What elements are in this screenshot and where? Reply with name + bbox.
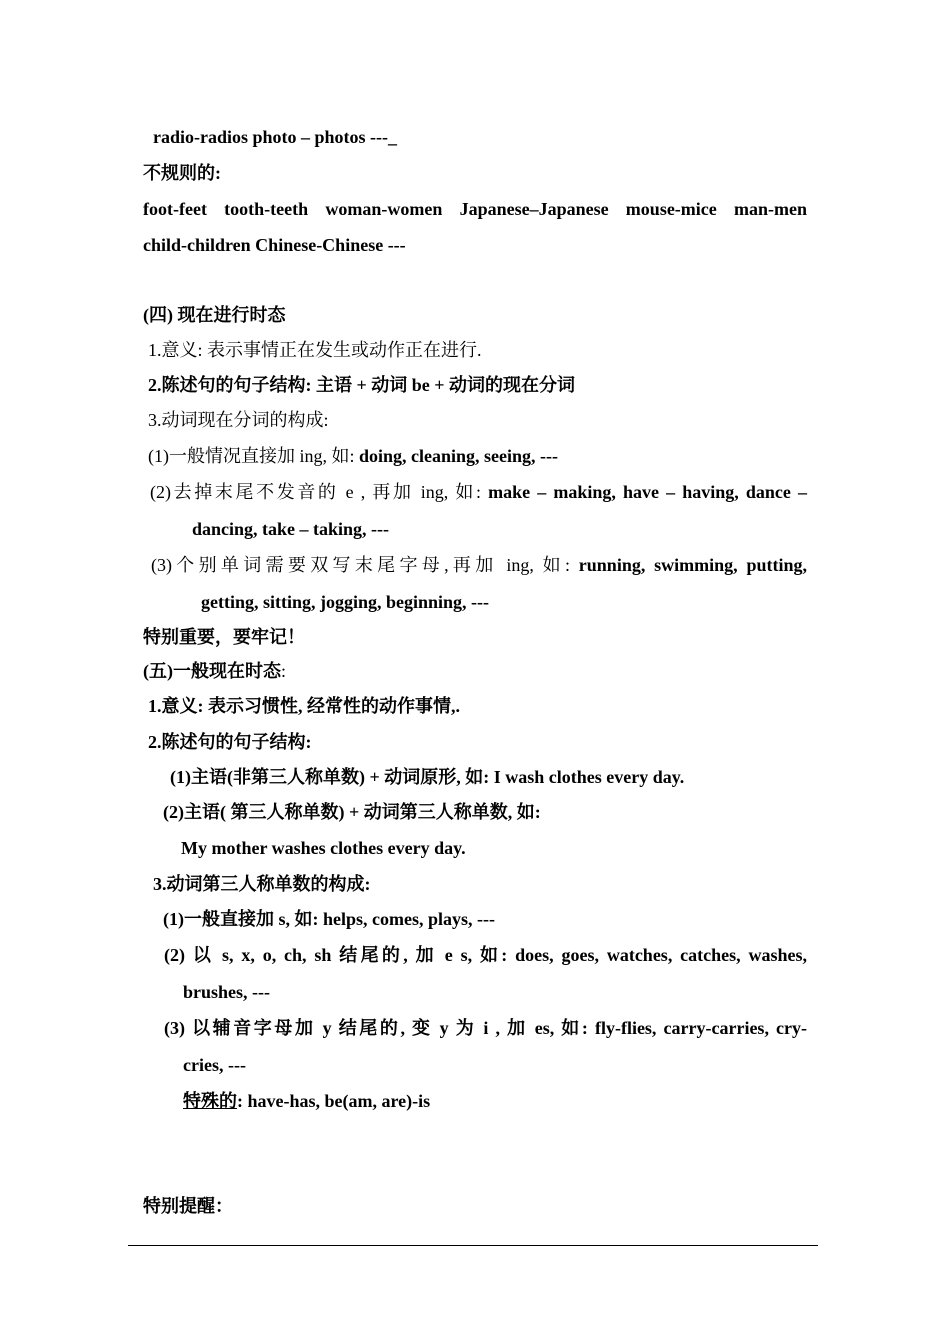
section5-meaning: 1.意义: 表示习惯性, 经常性的动作事情,. (148, 696, 460, 716)
section4-rule2-continued: dancing, take – taking, --- (192, 519, 390, 539)
section4-meaning: 1.意义: 表示事情正在发生或动作正在进行. (148, 340, 482, 360)
rule3-text: (3)个别单词需要双写末尾字母,再加 ing, 如: (151, 555, 579, 575)
important-note: 特别重要，要牢记！ (143, 627, 305, 647)
section5-heading-colon: : (281, 661, 287, 681)
section4-rule1 (148, 445, 558, 467)
footer-divider (128, 1245, 818, 1246)
section4-rule3-continued: getting, sitting, jogging, beginning, --- (201, 592, 490, 612)
section5-structure2-example: My mother washes clothes every day. (181, 838, 466, 858)
section5-rule2: (2) 以 s, x, o, ch, sh 结尾的, 加 e s, 如: does, goes, watches, catches, washes, (164, 945, 807, 965)
section4-rule2 (150, 481, 807, 503)
rule2-examples: make – making, have – having, dance – (488, 482, 807, 502)
section4-structure: 2.陈述句的句子结构: 主语 + 动词 be + 动词的现在分词 (148, 375, 576, 395)
section5-structure-title: 2.陈述句的句子结构: (148, 732, 312, 752)
section5-rule1: (1)一般直接加 s, 如: helps, comes, plays, --- (163, 909, 495, 929)
section5-rule3: (3) 以辅音字母加 y 结尾的, 变 y 为 i , 加 es, 如: fly-flies, carry-carries, cry- (164, 1018, 807, 1038)
section4-formation-title: 3.动词现在分词的构成: (148, 410, 329, 430)
rule3-examples: running, swimming, putting, (578, 555, 807, 575)
rule1-examples: doing, cleaning, seeing, --- (359, 446, 559, 466)
section5-structure1: (1)主语(非第三人称单数) + 动词原形, 如: I wash clothes every day. (170, 767, 685, 787)
irregular-plurals-line1: foot-feet tooth-teeth woman-women Japanese–Japanese mouse-mice man-men (143, 199, 807, 219)
section4-rule3 (151, 554, 807, 576)
plural-o-examples: radio-radios photo – photos ---_ (153, 127, 398, 147)
special-label: 特殊的 (183, 1091, 237, 1111)
rule2-text: (2)去掉末尾不发音的 e , 再加 ing, 如: (150, 482, 489, 502)
section4-heading: (四) 现在进行时态 (143, 305, 286, 325)
section5-rule3-continued: cries, --- (183, 1055, 246, 1075)
special-forms: : have-has, be(am, are)-is (237, 1091, 431, 1111)
rule1-text: (1)一般情况直接加 ing, 如: (148, 446, 359, 466)
section5-rule2-continued: brushes, --- (183, 982, 271, 1002)
section5-heading-text: (五)一般现在时态 (143, 661, 281, 681)
section5-special (183, 1090, 430, 1112)
irregular-label: 不规则的: (143, 163, 221, 183)
special-reminder: 特别提醒： (143, 1196, 233, 1216)
irregular-plurals-line2: child-children Chinese-Chinese --- (143, 235, 406, 255)
section5-formation-title: 3.动词第三人称单数的构成: (153, 874, 371, 894)
section5-structure2: (2)主语( 第三人称单数) + 动词第三人称单数, 如: (163, 802, 541, 822)
section5-heading (143, 660, 286, 682)
